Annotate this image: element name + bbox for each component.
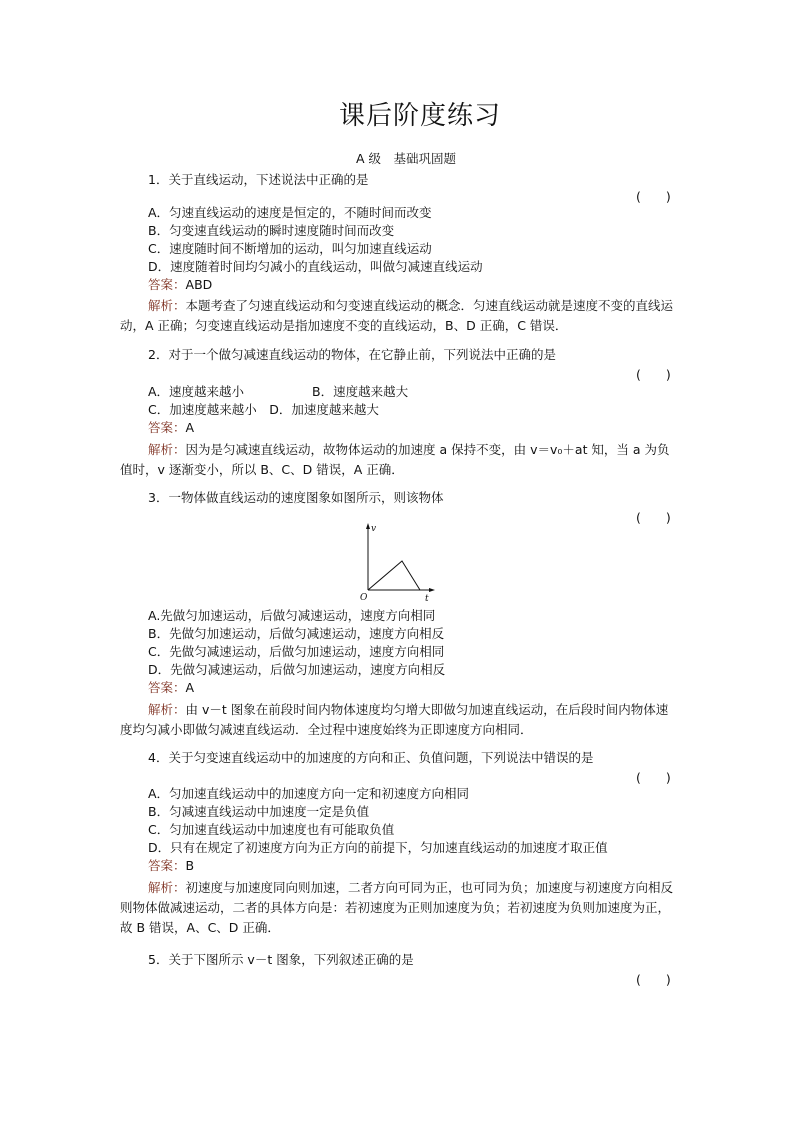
- answer-label: 答案：: [148, 420, 186, 435]
- q4-stem: 4．关于匀变速直线运动中的加速度的方向和正、负值问题，下列说法中错误的是: [148, 750, 594, 765]
- q3-option-d: D．先做匀减速运动，后做匀加速运动，速度方向相反: [148, 662, 446, 677]
- explain-label: 解析：: [148, 880, 186, 895]
- velocity-line: [368, 561, 420, 590]
- q3-explanation: [120, 700, 676, 740]
- q3-answer-value: A: [185, 680, 195, 695]
- page-title: 课后阶度练习: [339, 101, 502, 131]
- q4-option-a: A．匀加速直线运动中的加速度方向一定和初速度方向相同: [148, 786, 470, 801]
- q2-answer-blank: ( ): [636, 367, 671, 382]
- q3-option-a: A.先做匀加速运动，后做匀减速运动，速度方向相同: [148, 608, 436, 623]
- q1-stem: 1．关于直线运动，下述说法中正确的是: [148, 172, 369, 187]
- q4-explain-text: 初速度与加速度同向则加速，二者方向可同为正，也可同为负；加速度与初速度方向相反则物体做减速运动，二者的具体方向是：若初速度为正则加速度为负；若初速度为负则加速度为正，故 B 错误，A、C、D 正确．: [120, 880, 674, 935]
- q1-option-d: D．速度随着时间均匀减小的直线运动，叫做匀减速直线运动: [148, 259, 483, 274]
- explain-label: 解析：: [148, 442, 186, 457]
- answer-label: 答案：: [148, 277, 186, 292]
- q4-answer: [148, 858, 194, 874]
- q1-answer-blank: ( ): [636, 189, 671, 204]
- q2-answer-value: A: [185, 420, 195, 435]
- q3-option-b: B．先做匀加速运动，后做匀减速运动，速度方向相反: [148, 626, 445, 641]
- q1-answer: [148, 277, 212, 293]
- answer-label: 答案：: [148, 680, 186, 695]
- q3-explain-text: 由 v－t 图象在前段时间内物体速度均匀增大即做匀加速直线运动，在后段时间内物体速度均匀减小即做匀减速直线运动．全过程中速度始终为正即速度方向相同．: [120, 702, 669, 737]
- q3-stem: 3．一物体做直线运动的速度图象如图所示，则该物体: [148, 490, 444, 505]
- velocity-time-graph: [358, 520, 438, 604]
- q2-option-b: B．速度越来越大: [312, 384, 409, 399]
- explain-label: 解析：: [148, 702, 186, 717]
- section-heading: A 级 基础巩固题: [356, 151, 457, 166]
- q1-explain-text: 本题考查了匀速直线运动和匀变速直线运动的概念．匀速直线运动就是速度不变的直线运动，A 正确；匀变速直线运动是指加速度不变的直线运动，B、D 正确，C 错误．: [120, 298, 674, 333]
- q1-explanation: [120, 296, 676, 336]
- q2-answer: [148, 420, 194, 436]
- q2-explanation: [120, 440, 676, 480]
- q2-stem: 2．对于一个做匀减速直线运动的物体，在它静止前，下列说法中正确的是: [148, 347, 556, 362]
- q4-option-c: C．匀加速直线运动中加速度也有可能取负值: [148, 822, 395, 837]
- q1-option-a: A．匀速直线运动的速度是恒定的，不随时间而改变: [148, 205, 432, 220]
- t-axis-arrow: [429, 588, 435, 592]
- q3-option-c: C．先做匀减速运动，后做匀加速运动，速度方向相同: [148, 644, 445, 659]
- q2-options-cd: C．加速度越来越小 D．加速度越来越大: [148, 402, 379, 417]
- q1-answer-value: ABD: [185, 277, 213, 292]
- q1-option-b: B．匀变速直线运动的瞬时速度随时间而改变: [148, 223, 395, 238]
- v-axis-label: v: [371, 524, 377, 534]
- q4-explanation: [120, 878, 676, 938]
- q1-option-c: C．速度随时间不断增加的运动，叫匀加速直线运动: [148, 241, 432, 256]
- v-axis-arrow: [366, 523, 370, 529]
- q4-option-d: D．只有在规定了初速度方向为正方向的前提下，匀加速直线运动的加速度才取正值: [148, 840, 608, 855]
- q3-answer: [148, 680, 194, 696]
- q2-option-a: A．速度越来越小: [148, 384, 245, 399]
- q5-answer-blank: ( ): [636, 972, 671, 987]
- explain-label: 解析：: [148, 298, 186, 313]
- q2-explain-text: 因为是匀减速直线运动，故物体运动的加速度 a 保持不变，由 v＝v₀＋at 知，当 a 为负值时，v 逐渐变小，所以 B、C、D 错误，A 正确．: [120, 442, 670, 477]
- q3-answer-blank: ( ): [636, 510, 671, 525]
- q5-stem: 5．关于下图所示 v－t 图象，下列叙述正确的是: [148, 952, 414, 967]
- origin-label: O: [360, 593, 368, 603]
- q4-answer-blank: ( ): [636, 770, 671, 785]
- q4-answer-value: B: [185, 858, 195, 873]
- answer-label: 答案：: [148, 858, 186, 873]
- t-axis-label: t: [425, 594, 429, 604]
- q4-option-b: B．匀减速直线运动中加速度一定是负值: [148, 804, 370, 819]
